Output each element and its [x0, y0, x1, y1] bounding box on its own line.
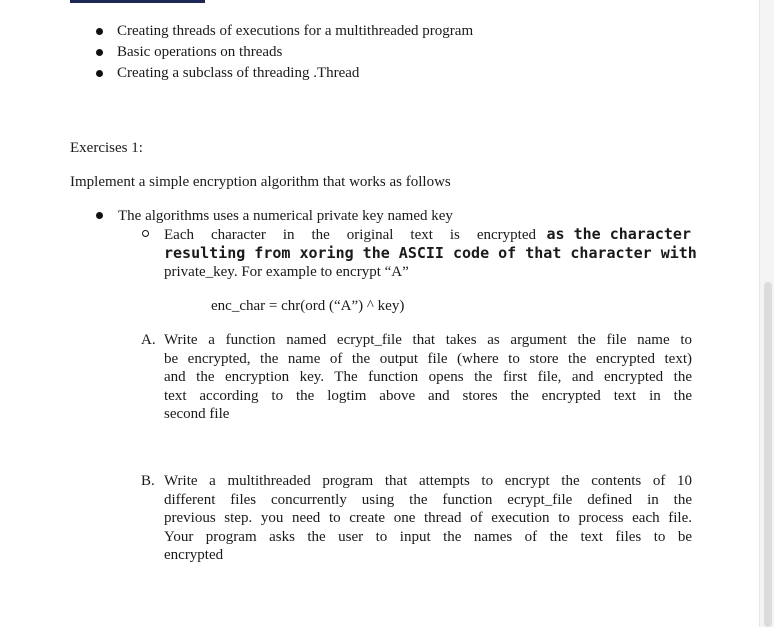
- task-a-line: text according to the logtim above and stores the encrypted text in the: [164, 387, 692, 404]
- topic-item: Basic operations on threads: [117, 44, 283, 60]
- sub-bullet-line1-bold: as the character: [546, 225, 691, 243]
- scrollbar-thumb[interactable]: [764, 282, 772, 627]
- task-a-marker: A.: [141, 332, 156, 348]
- bullet-dot-icon: [96, 28, 103, 35]
- task-a-line: and the encryption key. The function opens the first file, and encrypted the: [164, 369, 692, 385]
- code-example: enc_char = chr(ord (“A”) ^ key): [211, 298, 405, 314]
- circle-bullet-icon: [142, 230, 149, 237]
- task-b-line: previous step. you need to create one thread of execution to process each file.: [164, 510, 692, 526]
- task-a-line: be encrypted, the name of the output file (where to store the encrypted text): [164, 350, 692, 367]
- task-a-line: Write a function named ecrypt_file that takes as argument the file name to: [164, 332, 692, 348]
- bullet-dot-icon: [96, 49, 103, 56]
- task-b-line: Your program asks the user to input the names of the text files to be: [164, 528, 692, 545]
- task-b-line: different files concurrently using the function ecrypt_file defined in the: [164, 491, 692, 508]
- bullet-dot-icon: [96, 212, 103, 219]
- main-bullet-text: The algorithms uses a numerical private key named key: [118, 208, 453, 224]
- header-bar: [70, 0, 205, 3]
- exercise-intro: Implement a simple encryption algorithm that works as follows: [70, 174, 451, 190]
- exercise-heading: Exercises 1:: [70, 140, 143, 156]
- vertical-scrollbar[interactable]: [759, 0, 774, 627]
- sub-bullet-line1: [164, 226, 542, 245]
- task-b-text: [164, 472, 692, 565]
- sub-bullet-line1-text: Each character in the original text is encrypted: [164, 227, 536, 243]
- task-b-line: Write a multithreaded program that attempts to encrypt the contents of 10: [164, 473, 692, 489]
- task-b-marker: B.: [141, 473, 155, 489]
- sub-bullet-line3: private_key. For example to encrypt “A”: [164, 264, 409, 280]
- sub-bullet-line2: resulting from xoring the ASCII code of that character with: [164, 244, 697, 262]
- bullet-dot-icon: [96, 70, 103, 77]
- task-a-line: second file: [164, 406, 230, 422]
- topic-item: Creating threads of executions for a multithreaded program: [117, 23, 474, 39]
- task-a-text: [164, 331, 692, 424]
- topic-item: Creating a subclass of threading .Thread: [117, 65, 360, 81]
- sub-bullet: [164, 225, 697, 282]
- task-b-line: encrypted: [164, 547, 224, 563]
